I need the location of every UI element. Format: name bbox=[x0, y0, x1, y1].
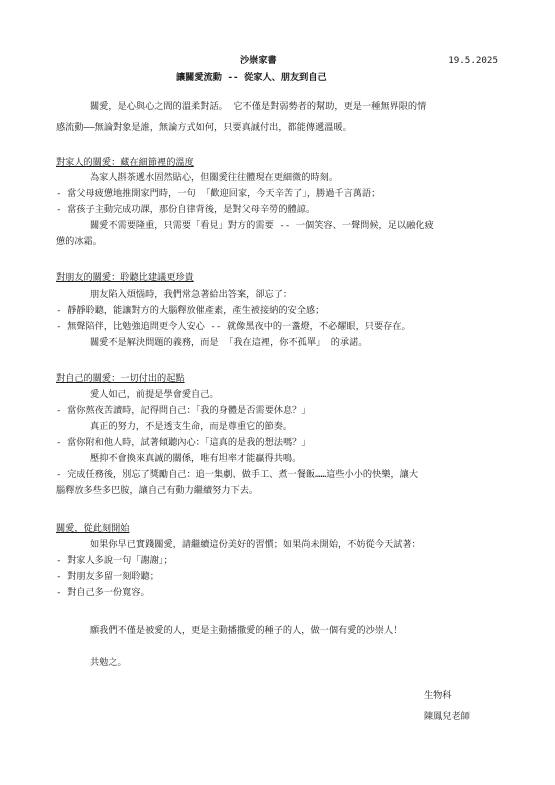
action-bullet-2: - 對朋友多留一刻聆聽； bbox=[56, 571, 159, 582]
self-bullet-3: - 完成任務後，別忘了獎勵自己：追一集劇、做手工、煮一餐飯……這些小小的快樂，讓大 bbox=[56, 469, 419, 480]
action-bullet-3: - 對自己多一份寬容。 bbox=[56, 587, 150, 598]
signature-department: 生物科 bbox=[424, 690, 452, 701]
friends-paragraph-2: 關愛不是解決問題的義務，而是 「我在這裡，你不孤單」 的承諾。 bbox=[90, 337, 368, 348]
action-bullet-1: - 對家人多說一句「謝謝」； bbox=[56, 555, 173, 566]
self-paragraph-1: 愛人如己，前提是學會愛自己。 bbox=[90, 389, 219, 400]
closing-encourage: 共勉之。 bbox=[90, 657, 127, 668]
self-heading: 對自己的關愛：一切付出的起點 bbox=[56, 373, 185, 384]
friends-bullet-2: - 無聲陪伴，比勉強追問更令人安心 -- 就像黑夜中的一盞燈，不必耀眼，只要存在。 bbox=[56, 321, 411, 332]
signature-name: 陳鳳兒老師 bbox=[424, 711, 470, 722]
letter-title: 沙崇家書 bbox=[240, 55, 277, 66]
self-bullet-2: - 當你附和他人時，試著傾聽內心：「這真的是我的想法嗎？」 bbox=[56, 437, 311, 448]
self-bullet-3-cont: 腦釋放多些多巴胺，讓自己有動力繼續努力下去。 bbox=[56, 485, 259, 496]
action-paragraph-1: 如果你早已實踐關愛，請繼續這份美好的習慣；如果尚未開始，不妨從今天試著： bbox=[90, 539, 421, 550]
self-bullet-1: - 當你熬夜苦讀時，記得問自己：「我的身體是否需要休息？」 bbox=[56, 405, 311, 416]
friends-heading: 對朋友的關愛：聆聽比建議更珍貴 bbox=[56, 272, 194, 283]
family-heading: 對家人的關愛：藏在細節裡的溫度 bbox=[56, 157, 194, 168]
letter-date: 19.5.2025 bbox=[448, 55, 498, 66]
friends-paragraph-1: 朋友陷入煩惱時，我們常急著給出答案，卻忘了： bbox=[90, 289, 293, 300]
action-heading: 關愛，從此刻開始 bbox=[56, 523, 130, 534]
family-paragraph-2: 關愛不需要隆重，只需要「看見」對方的需要 -- 一個笑容、一聲問候，足以融化疲 bbox=[90, 220, 434, 231]
self-paragraph-3: 壓抑不會換來真誠的關係，唯有坦率才能贏得共鳴。 bbox=[90, 453, 302, 464]
closing-wish: 願我們不僅是被愛的人，更是主動播撒愛的種子的人，做一個有愛的沙崇人！ bbox=[90, 625, 403, 636]
letter-subtitle: 讓關愛流動 -- 從家人、朋友到自己 bbox=[176, 72, 327, 83]
family-paragraph-1: 為家人斟茶遞水固然貼心，但關愛往往體現在更細微的時刻。 bbox=[90, 172, 339, 183]
self-paragraph-2: 真正的努力，不是透支生命，而是尊重它的節奏。 bbox=[90, 421, 293, 432]
family-bullet-1: - 當父母疲憊地推開家門時，一句 「歡迎回家，今天辛苦了」，勝過千言萬語； bbox=[56, 188, 381, 199]
intro-line-2: 感流動——無論對象是誰，無論方式如何，只要真誠付出，都能傳遞溫暖。 bbox=[56, 122, 352, 133]
intro-line-1: 關愛，是心與心之間的溫柔對話。 它不僅是對弱勢者的幫助，更是一種無界限的情 bbox=[90, 101, 427, 112]
family-bullet-2: - 當孩子主動完成功課，那份自律背後，是對父母辛勞的體諒。 bbox=[56, 204, 316, 215]
friends-bullet-1: - 靜靜聆聽，能讓對方的大腦釋放催產素，產生被接納的安全感； bbox=[56, 305, 325, 316]
family-paragraph-2-cont: 憊的冰霜。 bbox=[56, 236, 102, 247]
